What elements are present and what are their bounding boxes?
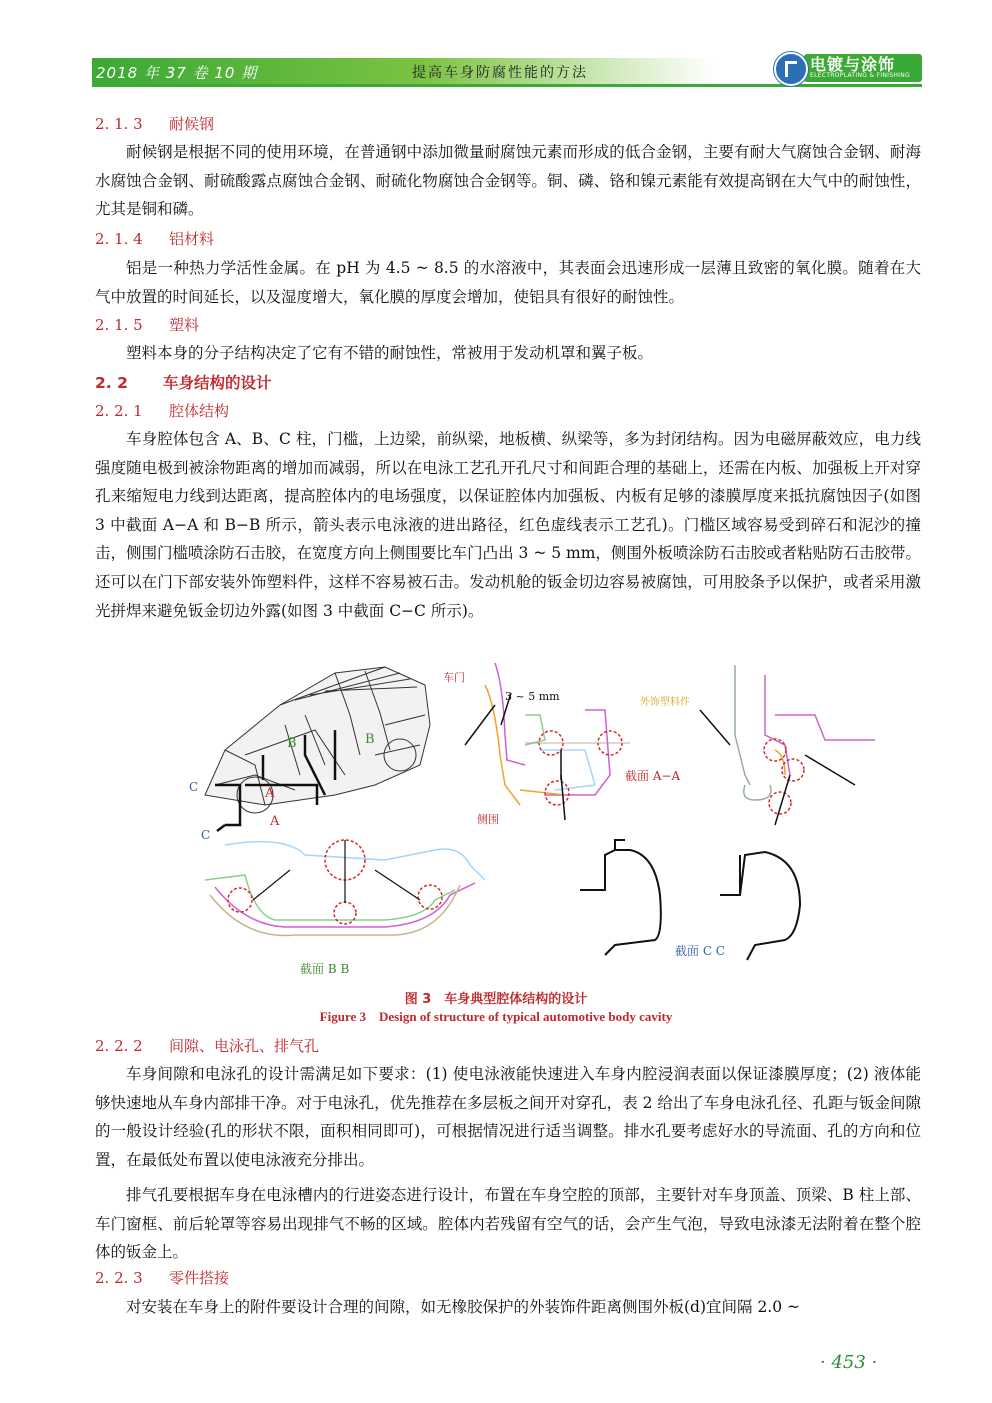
section-a-a-arrows: [465, 693, 565, 820]
paragraph-2-2-2-a: 车身间隙和电泳孔的设计需满足如下要求：(1) 使电泳液能快速进入车身内腔浸润表面以保证漆膜厚度；(2) 液体能够快速地从车身内部排干净。对于电泳孔，优先推荐在多层板之间开对穿孔，表 2 给出了车身电泳孔径、孔距与钣金间隙的一般设计经验(孔的形状不限，面积相同即可)，可根据情况进行适当调整。排水孔要考虑好水的导流面、孔的方向和位置，在最低处布置以使电泳液充分排出。: [95, 1065, 921, 1169]
heading-2-1-3: 2. 1. 3 耐候钢: [95, 115, 215, 133]
section-c-c-drawing: [580, 840, 800, 960]
section-a-a-drawing: [485, 663, 630, 805]
running-title: 提高车身防腐性能的方法: [412, 65, 588, 81]
paragraph-2-2-3: 对安装在车身上的附件要设计合理的间隙，如无橡胶保护的外装饰件距离侧围外板(d)宜间隔 2.0 ~: [126, 1298, 801, 1316]
paragraph-2-1-5: 塑料本身的分子结构决定了它有不错的耐蚀性，常被用于发动机罩和翼子板。: [126, 344, 654, 362]
figure-3: [185, 655, 925, 985]
page-number: · 453 ·: [820, 1352, 878, 1373]
figure-caption-en: Figure 3 Design of structure of typical automotive body cavity: [319, 1009, 673, 1024]
heading-2-1-4: 2. 1. 4 铝材料: [95, 230, 215, 248]
logo-en-text: ELECTROPLATING & FINISHING: [810, 72, 910, 79]
heading-2-2-3: 2. 2. 3 零件搭接: [95, 1269, 230, 1287]
paragraph-2-1-3: 耐候钢是根据不同的使用环境，在普通钢中添加微量耐腐蚀元素而形成的低合金钢，主要有耐大气腐蚀合金钢、耐海水腐蚀合金钢、耐硫酸露点腐蚀合金钢、耐硫化物腐蚀合金钢等。铜、磷、铬和镍元素能有效提高钢在大气中的耐蚀性，尤其是铜和磷。: [95, 143, 921, 219]
label-b-right: B: [365, 732, 375, 747]
label-section-a-a: 截面 A−A: [625, 769, 681, 783]
journal-issue: 2018 年 37 卷 10 期: [96, 64, 258, 82]
figure-caption-cn: 图 3 车身典型腔体结构的设计: [404, 992, 588, 1007]
journal-logo: [774, 50, 922, 86]
label-side: 侧围: [477, 813, 499, 826]
heading-2-1-5: 2. 1. 5 塑料: [95, 316, 200, 334]
trim-section-drawing: [735, 665, 875, 814]
paragraph-2-2-2-b: 排气孔要根据车身在电泳槽内的行进姿态进行设计，布置在车身空腔的顶部，主要针对车身顶盖、顶梁、B 柱上部、车门窗框、前后轮罩等容易出现排气不畅的区域。腔体内若残留有空气的话，会产生气泡，导致电泳漆无法附着在整个腔体的钣金上。: [95, 1186, 921, 1262]
label-a-top: A: [265, 786, 275, 801]
label-section-c-c: 截面 C C: [675, 944, 725, 958]
logo-icon: [774, 52, 808, 86]
heading-2-2: 2. 2 车身结构的设计: [95, 374, 272, 392]
figure-3-drawing: [185, 655, 925, 985]
label-gap: 3 ~ 5 mm: [505, 690, 560, 703]
logo-cn-text: 电镀与涂饰: [810, 55, 896, 74]
label-c-bottom: C: [201, 828, 211, 842]
label-section-b-b: 截面 B B: [300, 962, 350, 976]
paragraph-2-2-1: 车身腔体包含 A、B、C 柱，门槛，上边梁，前纵梁，地板横、纵梁等，多为封闭结构。因为电磁屏蔽效应，电力线强度随电极到被涂物距离的增加而减弱，所以在电泳工艺孔开孔尺寸和间距合理的基础上，还需在内板、加强板上开对穿孔来缩短电力线到达距离，提高腔体内的电场强度，以保证腔体内加强板、内板有足够的漆膜厚度来抵抗腐蚀因子(如图 3 中截面 A−A 和 B−B 所示，箭头表示电泳液的进出路径，红色虚线表示工艺孔)。门槛区域容易受到碎石和泥沙的撞击，侧围门槛喷涂防石击胶，在宽度方向上侧围要比车门凸出 3 ~ 5 mm，侧围外板喷涂防石击胶或者粘贴防石击胶带。还可以在门下部安装外饰塑料件，这样不容易被石击。发动机舱的钣金切边容易被腐蚀，可用胶条予以保护，或者采用激光拼焊来避免钣金切边外露(如图 3 中截面 C−C 所示)。: [95, 430, 921, 620]
page-header: [92, 50, 922, 90]
heading-2-2-2: 2. 2. 2 间隙、电泳孔、排气孔: [95, 1037, 320, 1055]
label-b-left: B: [287, 736, 297, 751]
label-door: 车门: [443, 671, 465, 684]
label-a-bottom: A: [270, 814, 280, 829]
paragraph-2-1-4: 铝是一种热力学活性金属。在 pH 为 4.5 ~ 8.5 的水溶液中，其表面会迅速形成一层薄且致密的氧化膜。随着在大气中放置的时间延长，以及湿度增大，氧化膜的厚度会增加，使铝具有很好的耐蚀性。: [95, 259, 921, 306]
section-b-b-arrows: [253, 840, 420, 903]
label-trim: 外饰塑料件: [640, 697, 690, 708]
heading-2-2-1: 2. 2. 1 腔体结构: [95, 402, 230, 420]
trim-section-arrows: [700, 710, 855, 825]
label-c-top: C: [189, 780, 199, 794]
